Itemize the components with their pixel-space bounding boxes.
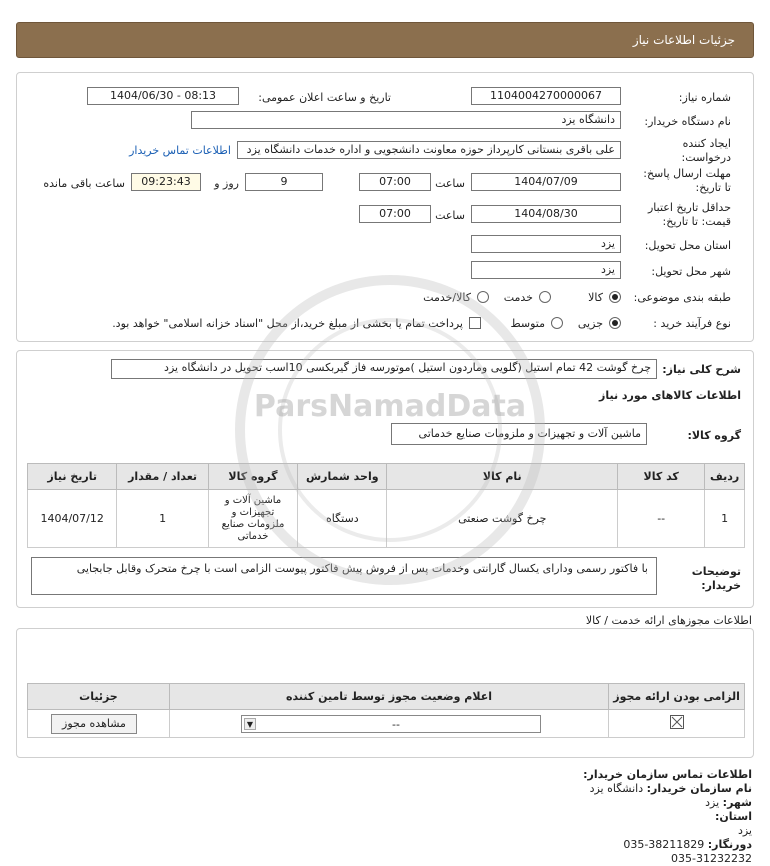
contact-province-value: یزد	[737, 824, 752, 837]
need-number-label: شماره نیاز:	[678, 91, 731, 104]
days-field: 9	[245, 173, 323, 191]
chevron-down-icon: ▼	[244, 718, 256, 730]
permits-panel	[16, 628, 754, 758]
deadline-label-1: مهلت ارسال پاسخ:	[643, 167, 731, 180]
process-radio-minor[interactable]	[609, 317, 621, 329]
permit-status-value: --	[392, 718, 400, 731]
need-number-field: 1104004270000067	[471, 87, 621, 105]
announce-label: تاریخ و ساعت اعلان عمومی:	[258, 91, 391, 104]
col-code: کد کالا	[618, 464, 705, 490]
col-status: اعلام وضعیت مجوز توسط تامین کننده	[169, 684, 608, 710]
contact-province-value-row	[583, 824, 752, 838]
col-required: الزامی بودن ارائه مجوز	[609, 684, 745, 710]
category-radio-both[interactable]	[477, 291, 489, 303]
summary-field: چرخ گوشت 42 تمام استیل (گلویی وماردون استیل )موتورسه فاز گیربکسی 10اسب تحویل در دانشگاه یزد	[111, 359, 657, 379]
cell-row: 1	[705, 490, 745, 548]
remaining-time-field: 09:23:43	[131, 173, 201, 191]
buyer-org-label: نام دستگاه خریدار:	[644, 115, 731, 128]
contact-section	[583, 768, 752, 866]
category-radio-service[interactable]	[539, 291, 551, 303]
days-label: روز و	[214, 177, 239, 190]
validity-label-2: قیمت: تا تاریخ:	[662, 215, 731, 228]
contact-city-row	[583, 796, 752, 810]
contact-org-row	[583, 782, 752, 796]
category-option-both: کالا/خدمت	[423, 291, 471, 304]
cell-group: ماشین آلات و تجهیزات و ملزومات صنایع خدماتی	[208, 490, 297, 548]
contact-fax-label: دورنگار:	[707, 838, 752, 851]
view-permit-button[interactable]: مشاهده مجوز	[51, 714, 137, 734]
col-group: گروه کالا	[208, 464, 297, 490]
buyer-org-field: دانشگاه یزد	[191, 111, 621, 129]
col-date: تاریخ نیاز	[28, 464, 117, 490]
process-radio-medium[interactable]	[551, 317, 563, 329]
permits-table-header	[28, 684, 745, 710]
contact-city-value: یزد	[705, 796, 720, 809]
col-qty: تعداد / مقدار	[117, 464, 208, 490]
goods-group-field: ماشین آلات و تجهیزات و ملزومات صنایع خدماتی	[391, 423, 647, 445]
contact-province-row	[583, 810, 752, 824]
validity-time-field: 07:00	[359, 205, 431, 223]
cell-name: چرخ گوشت صنعتی	[387, 490, 618, 548]
contact-title: اطلاعات تماس سازمان خریدار:	[583, 768, 752, 781]
page-title: جزئیات اطلاعات نیاز	[632, 33, 735, 47]
payment-note: پرداخت تمام یا بخشی از مبلغ خرید،از محل "اسناد خزانه اسلامی" خواهد بود.	[112, 317, 463, 330]
creator-label-2: درخواست:	[681, 151, 731, 164]
province-field: یزد	[471, 235, 621, 253]
required-cell	[609, 710, 745, 738]
crossed-box-icon	[670, 715, 684, 729]
contact-province-label: استان:	[715, 810, 752, 823]
deadline-date-field: 1404/07/09	[471, 173, 621, 191]
creator-field: علی باقری بنستانی کارپرداز حوزه معاونت دانشجویی و اداره خدمات دانشگاه یزد	[237, 141, 621, 159]
buyer-notes-label-1: توضیحات	[691, 565, 741, 578]
contact-fax-row	[583, 838, 752, 852]
items-table-header	[28, 464, 745, 490]
cell-date: 1404/07/12	[28, 490, 117, 548]
process-option-minor: جزیی	[577, 317, 603, 330]
col-details: جزئیات	[28, 684, 170, 710]
contact-buyer-link[interactable]: اطلاعات تماس خریدار	[129, 144, 231, 157]
cell-qty: 1	[117, 490, 208, 548]
permit-status-select[interactable]	[241, 715, 541, 733]
province-label: استان محل تحویل:	[644, 239, 731, 252]
process-label: نوع فرآیند خرید :	[653, 317, 731, 330]
validity-time-label: ساعت	[435, 209, 465, 222]
watermark-text: ParsNamadData	[253, 389, 527, 424]
contact-phone-row	[583, 852, 752, 866]
goods-info-title: اطلاعات کالاهای مورد نیاز	[599, 389, 741, 402]
deadline-time-label: ساعت	[435, 177, 465, 190]
permits-title: اطلاعات مجوزهای ارائه خدمت / کالا	[585, 614, 752, 627]
details-panel	[16, 72, 754, 342]
city-label: شهر محل تحویل:	[651, 265, 731, 278]
deadline-time-field: 07:00	[359, 173, 431, 191]
contact-city-label: شهر:	[722, 796, 752, 809]
page-header	[16, 22, 754, 58]
category-option-service: خدمت	[503, 291, 533, 304]
cell-code: --	[618, 490, 705, 548]
validity-label-1: حداقل تاریخ اعتبار	[647, 201, 731, 214]
contact-org-value: دانشگاه یزد	[589, 782, 644, 795]
col-row: ردیف	[705, 464, 745, 490]
deadline-label-2: تا تاریخ:	[695, 181, 731, 194]
col-unit: واحد شمارش	[298, 464, 387, 490]
cell-unit: دستگاه	[298, 490, 387, 548]
table-row	[28, 490, 745, 548]
validity-date-field: 1404/08/30	[471, 205, 621, 223]
contact-org-label: نام سازمان خریدار:	[646, 782, 752, 795]
items-table	[27, 463, 745, 548]
remaining-label: ساعت باقی مانده	[43, 177, 125, 190]
creator-label-1: ایجاد کننده	[682, 137, 731, 150]
category-label: طبقه بندی موضوعی:	[633, 291, 731, 304]
announce-field: 1404/06/30 - 08:13	[87, 87, 239, 105]
contact-phone-value: 035-31232232	[671, 852, 752, 865]
process-option-medium: متوسط	[510, 317, 545, 330]
treasury-checkbox[interactable]	[469, 317, 481, 329]
category-option-goods: کالا	[588, 291, 603, 304]
summary-label: شرح کلی نیاز:	[662, 363, 741, 376]
contact-fax-value: 035-38211829	[623, 838, 705, 851]
buyer-notes-field: با فاکتور رسمی ودارای یکسال گارانتی وخدمات پس از فروش پیش فاکتور پیوست الزامی است با چرخ متحرک وقابل جابجایی	[31, 557, 657, 595]
summary-panel	[16, 350, 754, 608]
category-radio-goods[interactable]	[609, 291, 621, 303]
city-field: یزد	[471, 261, 621, 279]
buyer-notes-label-2: خریدار:	[701, 579, 741, 592]
col-name: نام کالا	[387, 464, 618, 490]
goods-group-label: گروه کالا:	[687, 429, 741, 442]
